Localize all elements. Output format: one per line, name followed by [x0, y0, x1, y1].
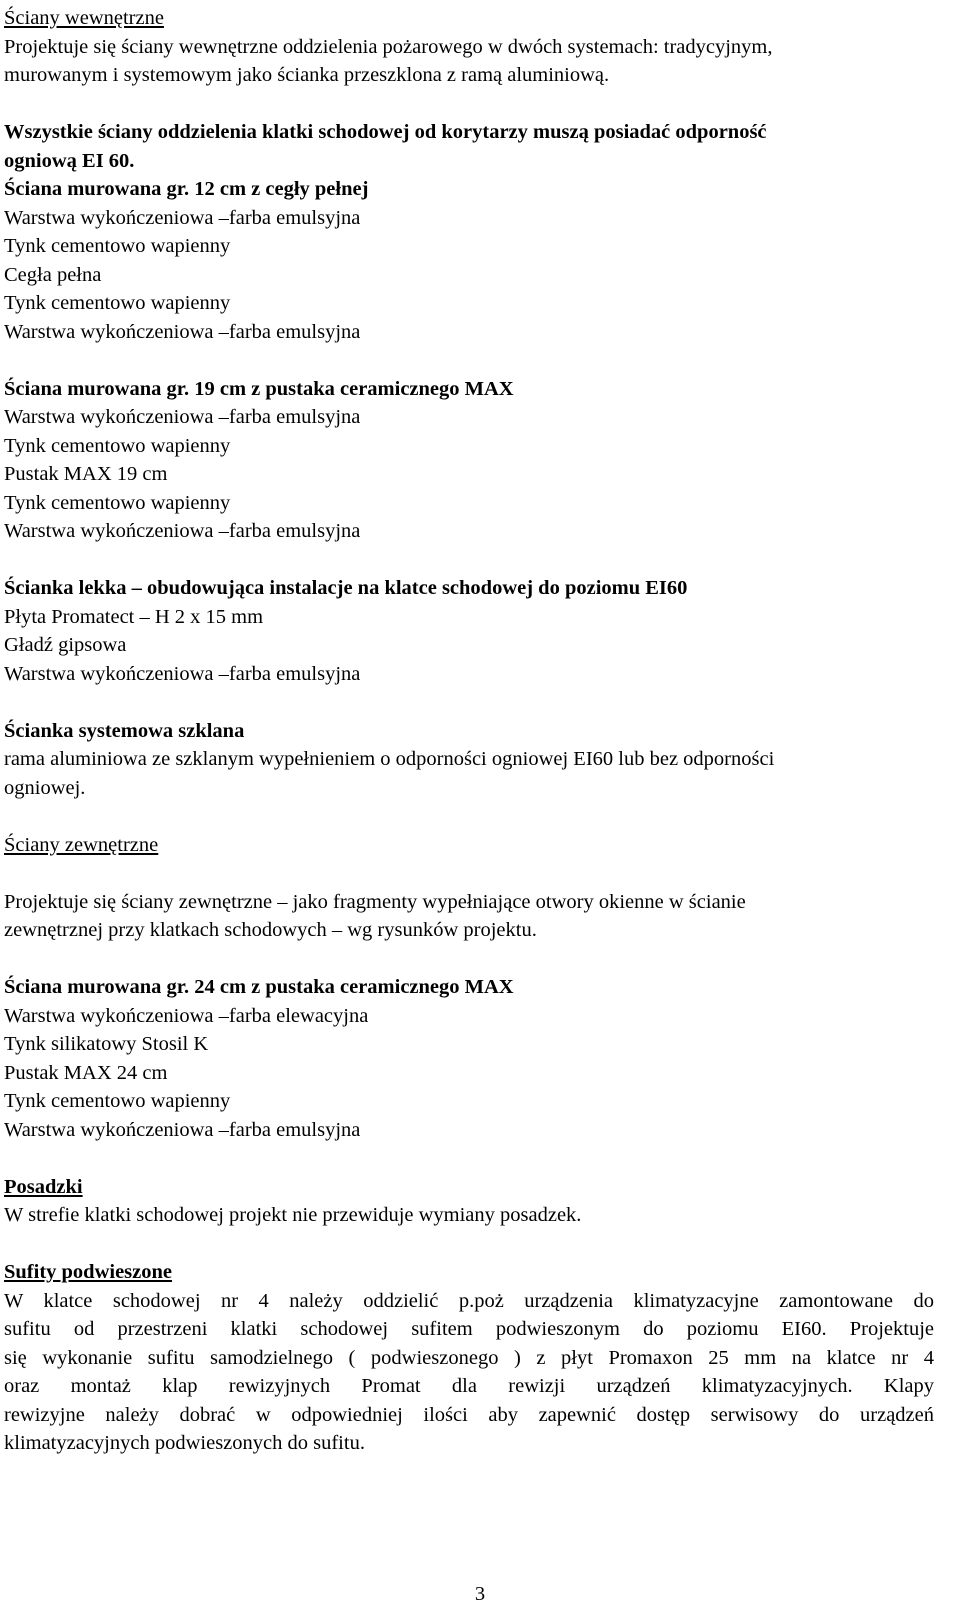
spacer	[4, 1144, 934, 1173]
wall19-layer-1: Warstwa wykończeniowa –farba emulsyjna	[4, 406, 361, 428]
page-number: 3	[474, 1583, 486, 1605]
wall19-layer-2: Tynk cementowo wapienny	[4, 434, 231, 457]
heading-internal-walls: Ściany wewnętrzne	[4, 7, 164, 29]
wall24-layer-2: Tynk silikatowy Stosil K	[4, 1033, 209, 1055]
wall24-layer-1: Warstwa wykończeniowa –farba elewacyjna	[4, 1004, 369, 1027]
spacer	[4, 346, 934, 375]
heading-ceilings: Sufity podwieszone	[4, 1261, 173, 1283]
ceilings-line-3: się wykonanie sufitu samodzielnego ( podwieszonego ) z płyt Promaxon 25 mm na klatce nr 4	[4, 1346, 934, 1369]
external-line-1: Projektuje się ściany zewnętrzne – jako fragmenty wypełniające otwory okienne w ścianie	[4, 890, 746, 913]
wall12-layer-3: Cegła pełna	[4, 263, 102, 286]
intro-line-1: Projektuje się ściany wewnętrzne oddzielenia pożarowego w dwóch systemach: tradycyjnym,	[4, 35, 773, 58]
glass-wall-line-2: ogniowej.	[4, 776, 86, 799]
external-line-2: zewnętrznej przy klatkach schodowych – wg rysunków projektu.	[4, 919, 537, 941]
wall24-layer-4: Tynk cementowo wapienny	[4, 1090, 231, 1112]
spacer	[4, 688, 934, 717]
wall19-layer-3: Pustak MAX 19 cm	[4, 463, 168, 485]
spacer	[4, 1230, 934, 1259]
notice-line-1: Wszystkie ściany oddzielenia klatki schodowej od korytarzy muszą posiadać odporność	[4, 121, 767, 143]
wall12-layer-2: Tynk cementowo wapienny	[4, 235, 231, 257]
light-wall-title: Ścianka lekka – obudowująca instalacje na klatce schodowej do poziomu EI60	[4, 577, 688, 599]
ceilings-line-6: klimatyzacyjnych podwieszonych do sufitu.	[4, 1432, 365, 1454]
ceilings-line-1: W klatce schodowej nr 4 należy oddzielić p.poż urządzenia klimatyzacyjne zamontowane do	[4, 1289, 934, 1312]
wall12-layer-1: Warstwa wykończeniowa –farba emulsyjna	[4, 206, 361, 229]
light-wall-layer-1: Płyta Promatect – H 2 x 15 mm	[4, 605, 264, 628]
wall19-layer-5: Warstwa wykończeniowa –farba emulsyjna	[4, 520, 361, 542]
wall12-layer-4: Tynk cementowo wapienny	[4, 292, 231, 314]
wall12-layer-5: Warstwa wykończeniowa –farba emulsyjna	[4, 320, 361, 343]
ceilings-line-5: rewizyjne należy dobrać w odpowiedniej ilości aby zapewnić dostęp serwisowy do urządzeń	[4, 1403, 934, 1426]
glass-wall-title: Ścianka systemowa szklana	[4, 719, 245, 742]
document-page	[4, 4, 934, 1458]
spacer	[4, 859, 934, 888]
heading-floors: Posadzki	[4, 1175, 83, 1198]
intro-line-2: murowanym i systemowym jako ścianka przeszklona z ramą aluminiową.	[4, 64, 610, 86]
heading-external-walls: Ściany zewnętrzne	[4, 833, 159, 856]
wall24-layer-3: Pustak MAX 24 cm	[4, 1061, 168, 1084]
floors-text: W strefie klatki schodowej projekt nie przewiduje wymiany posadzek.	[4, 1204, 582, 1226]
wall24-title: Ściana murowana gr. 24 cm z pustaka ceramicznego MAX	[4, 976, 514, 998]
spacer	[4, 802, 934, 831]
spacer	[4, 945, 934, 974]
wall12-title: Ściana murowana gr. 12 cm z cegły pełnej	[4, 178, 369, 200]
glass-wall-line-1: rama aluminiowa ze szklanym wypełnieniem o odporności ogniowej EI60 lub bez odporności	[4, 748, 775, 770]
wall19-layer-4: Tynk cementowo wapienny	[4, 491, 231, 514]
notice-line-2: ogniową EI 60.	[4, 149, 135, 172]
light-wall-layer-3: Warstwa wykończeniowa –farba emulsyjna	[4, 662, 361, 685]
wall24-layer-5: Warstwa wykończeniowa –farba emulsyjna	[4, 1118, 361, 1141]
light-wall-layer-2: Gładź gipsowa	[4, 634, 127, 656]
ceilings-line-2: sufitu od przestrzeni klatki schodowej sufitem podwieszonym do poziomu EI60. Projektuje	[4, 1318, 934, 1340]
spacer	[4, 546, 934, 575]
ceilings-line-4: oraz montaż klap rewizyjnych Promat dla rewizji urządzeń klimatyzacyjnych. Klapy	[4, 1375, 934, 1397]
wall19-title: Ściana murowana gr. 19 cm z pustaka ceramicznego MAX	[4, 377, 514, 400]
spacer	[4, 90, 934, 119]
